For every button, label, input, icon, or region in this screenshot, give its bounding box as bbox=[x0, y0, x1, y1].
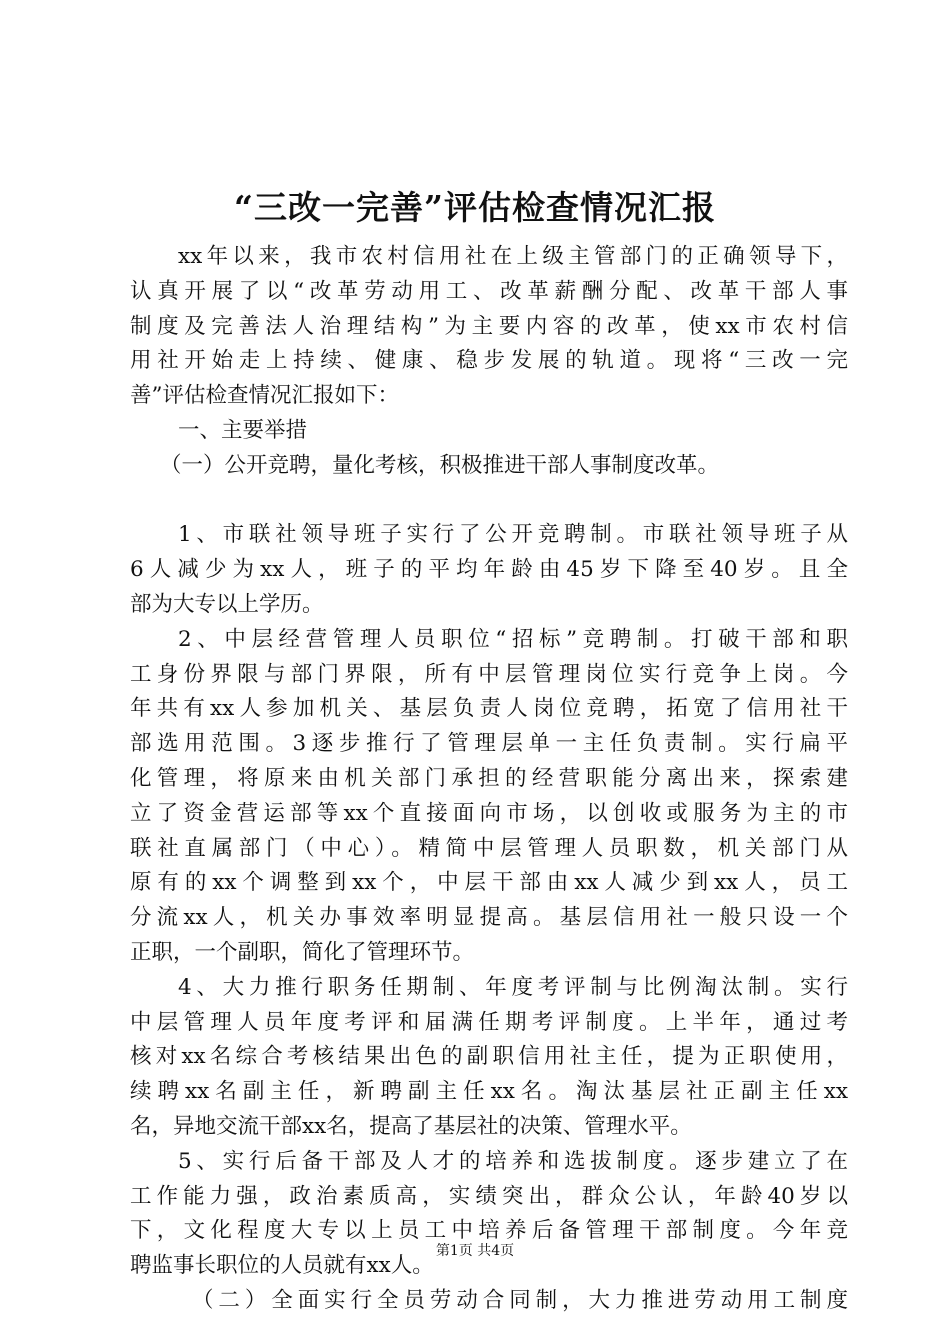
paragraph-line: 核对xx名综合考核结果出色的副职信用社主任，提为正职使用， bbox=[130, 1044, 848, 1070]
paragraph-line: 1、市联社领导班子实行了公开竞聘制。市联社领导班子从 bbox=[178, 522, 848, 548]
paragraph-line: 名，异地交流干部xx名，提高了基层社的决策、管理水平。 bbox=[130, 1113, 692, 1139]
paragraph-line: 用社开始走上持续、健康、稳步发展的轨道。现将“三改一完 bbox=[130, 348, 848, 374]
subsection-heading: （一）公开竞聘，量化考核，积极推进干部人事制度改革。 bbox=[160, 452, 720, 478]
subsection-heading: （二）全面实行全员劳动合同制，大力推进劳动用工制度 bbox=[192, 1287, 848, 1313]
paragraph-line: 原有的xx个调整到xx个，中层干部由xx人减少到xx人，员工 bbox=[130, 870, 848, 896]
paragraph-line: 续聘xx名副主任，新聘副主任xx名。淘汰基层社正副主任xx bbox=[130, 1079, 848, 1105]
section-heading: 一、主要举措 bbox=[178, 417, 308, 443]
paragraph-line: 制度及完善法人治理结构”为主要内容的改革，使xx市农村信 bbox=[130, 313, 848, 339]
paragraph-line: 认真开展了以“改革劳动用工、改革薪酬分配、改革干部人事 bbox=[130, 278, 848, 304]
paragraph-line: 4、大力推行职务任期制、年度考评制与比例淘汰制。实行 bbox=[178, 974, 848, 1000]
paragraph-line: 立了资金营运部等xx个直接面向市场，以创收或服务为主的市 bbox=[130, 800, 848, 826]
paragraph-line: 聘监事长职位的人员就有xx人。 bbox=[130, 1253, 434, 1279]
paragraph-line: 化管理，将原来由机关部门承担的经营职能分离出来，探索建 bbox=[130, 765, 848, 791]
paragraph-line: 5、实行后备干部及人才的培养和选拔制度。逐步建立了在 bbox=[178, 1148, 848, 1174]
paragraph-line: 善”评估检查情况汇报如下： bbox=[130, 383, 399, 409]
paragraph-line: 下，文化程度大专以上员工中培养后备管理干部制度。今年竞 bbox=[130, 1218, 848, 1244]
paragraph-line: 正职，一个副职，简化了管理环节。 bbox=[130, 939, 475, 965]
paragraph-line: 工身份界限与部门界限，所有中层管理岗位实行竞争上岗。今 bbox=[130, 661, 848, 687]
blank-line bbox=[130, 484, 848, 519]
paragraph-line: 工作能力强，政治素质高，实绩突出，群众公认，年龄40岁以 bbox=[130, 1183, 848, 1209]
paragraph-line: 部选用范围。3逐步推行了管理层单一主任负责制。实行扁平 bbox=[130, 731, 848, 757]
page-number-footer: 第1页 共4页 bbox=[435, 1243, 515, 1259]
document-title: “三改一完善”评估检查情况汇报 bbox=[234, 188, 716, 227]
paragraph-line: 部为大专以上学历。 bbox=[130, 591, 324, 617]
paragraph-line: 6人减少为xx人，班子的平均年龄由45岁下降至40岁。且全 bbox=[130, 557, 848, 583]
paragraph-line: 年共有xx人参加机关、基层负责人岗位竞聘，拓宽了信用社干 bbox=[130, 696, 848, 722]
paragraph-line: xx年以来，我市农村信用社在上级主管部门的正确领导下， bbox=[178, 244, 848, 269]
paragraph-line: 分流xx人，机关办事效率明显提高。基层信用社一般只设一个 bbox=[130, 905, 848, 931]
paragraph-line: 联社直属部门（中心）。精简中层管理人员职数，机关部门从 bbox=[130, 835, 848, 861]
paragraph-line: 2、中层经营管理人员职位“招标”竞聘制。打破干部和职 bbox=[178, 626, 848, 652]
paragraph-line: 中层管理人员年度考评和届满任期考评制度。上半年，通过考 bbox=[130, 1009, 848, 1035]
document-body bbox=[130, 240, 848, 1319]
